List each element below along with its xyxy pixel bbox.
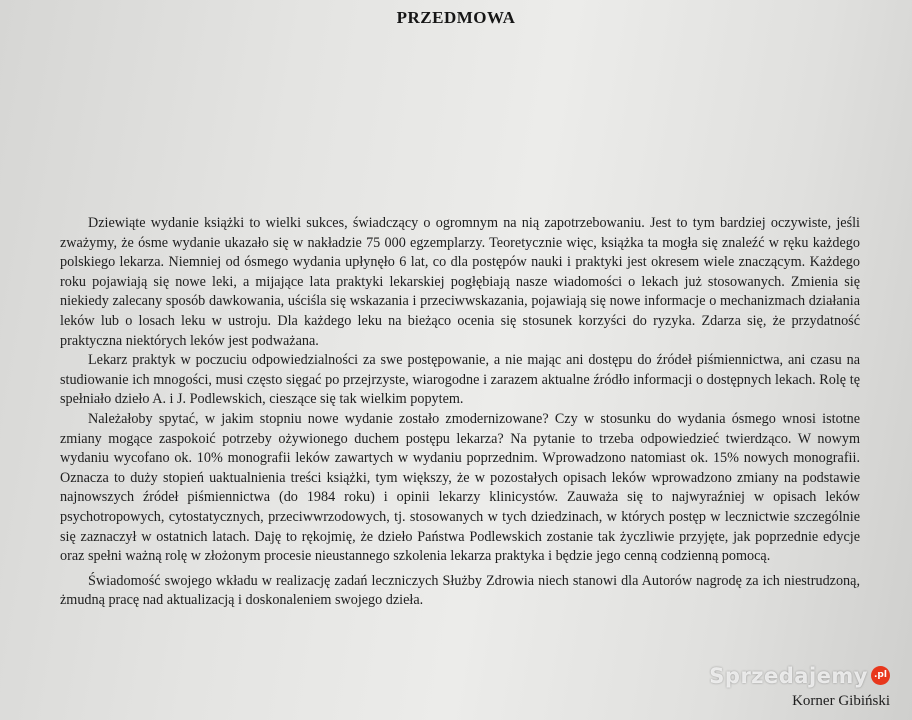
watermark-logo: Sprzedajemy	[709, 664, 868, 688]
paragraph-1: Dziewiąte wydanie książki to wielki sukces, świadczący o ogromnym na nią zapotrzebowaniu. Jest to tym bardziej oczywiste, jeśli zważymy, że ósme wydanie ukazało się w nakładzie 75 000 egzemplarzy. Teoretycznie więc, książka ta mogła się znaleźć w ręku każdego polskiego lekarza. Niemniej od ósmego wydania upłynęło 6 lat, co dla postępów nauki i praktyki jest okresem wiele znaczącym. Każdego roku pojawiają się nowe leki, a mijające lata praktyki lekarskiej pogłębiają nasze wiadomości o lekach już stosowanych. Zmienia się niekiedy zalecany sposób dawkowania, uściśla się wskazania i przeciwwskazania, pojawiają się nowe informacje o mechanizmach działania leków lub o losach leku w ustroju. Dla każdego leku na bieżąco ocenia się stosunek korzyści do ryzyka. Zdarza się, że przydatność praktyczna niektórych leków jest podważana.	[60, 215, 860, 349]
paragraph-2: Lekarz praktyk w poczuciu odpowiedzialności za swe postępowanie, a nie mając ani dostępu do źródeł piśmiennictwa, ani czasu na studiowanie ich mnogości, musi często sięgać po przejrzyste, wiarogodne i zarazem aktualne źródło informacji o dostępnych lekach. Rolę tę spełniało dzieło A. i J. Podlewskich, cieszące się tak wielkim popytem.	[60, 352, 860, 408]
paragraph-3: Należałoby spytać, w jakim stopniu nowe wydanie zostało zmodernizowane? Czy w stosunku do wydania ósmego wnosi istotne zmiany mogące zaspokoić potrzeby ożywionego duchem postępu lekarza? Na pytanie to trzeba odpowiedzieć twierdząco. W nowym wydaniu wycofano ok. 10% monografii leków zawartych w wydaniu poprzednim. Wprowadzono natomiast ok. 15% nowych monografii. Oznacza to duży stopień uaktualnienia treści książki, tym większy, że w pozostałych opisach leków wprowadzono zmiany na podstawie najnowszych źródeł piśmiennictwa (do 1984 roku) i opinii lekarzy klinicystów. Zauważa się to najwyraźniej w opisach leków psychotropowych, cytostatycznych, przeciwwrzodowych, tj. stosowanych w tych dziedzinach, w których postęp w lecznictwie szczególnie się zaznaczył w ostatnich latach. Daję to rękojmię, że dzieło Państwa Podlewskich zostanie tak życzliwie przyjęte, jak poprzednie edycje oraz spełni ważną rolę w złożonym procesie nieustannego szkolenia lekarza praktyka i będzie jego cenną codzienną pomocą.	[60, 410, 860, 565]
page-title: PRZEDMOWA	[396, 8, 516, 27]
author-signature: Korner Gibiński	[792, 693, 890, 709]
paragraph-4: Świadomość swojego wkładu w realizację zadań leczniczych Służby Zdrowia niech stanowi dla Autorów nagrodę za ich niestrudzoną, żmudną pracę nad aktualizacją i doskonaleniem swojego dzieła.	[60, 572, 860, 609]
watermark-badge: .pl	[871, 666, 890, 685]
preface-body	[60, 214, 860, 611]
